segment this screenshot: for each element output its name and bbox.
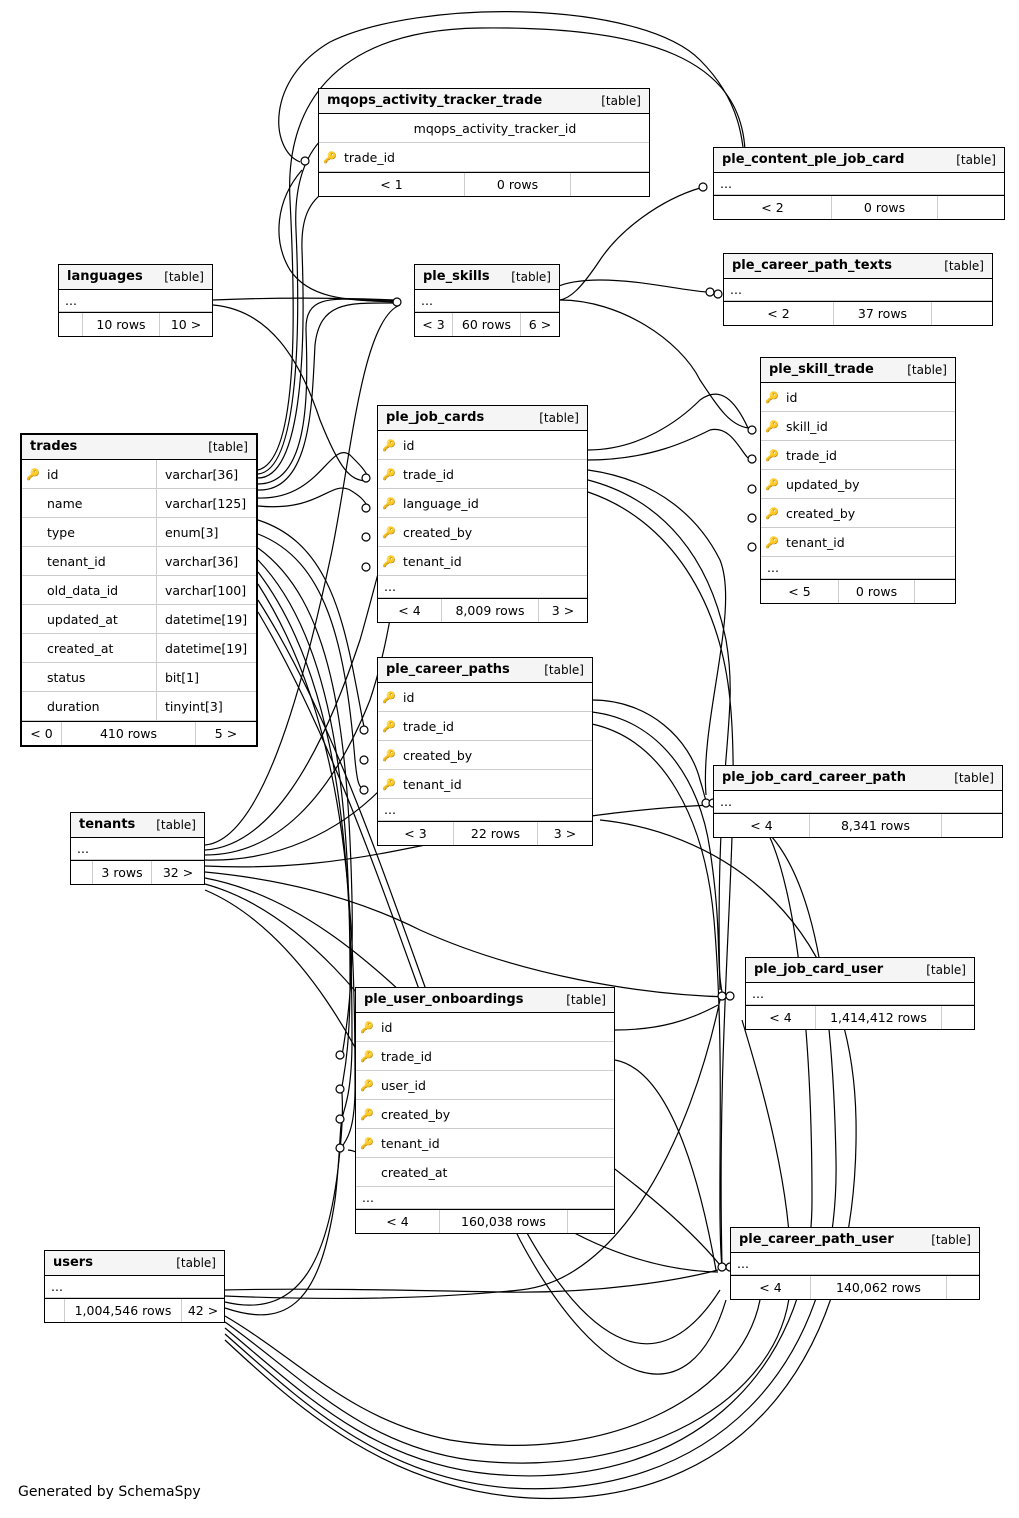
footer-row-count: 37 rows — [834, 302, 932, 325]
column-ellipsis: ... — [714, 173, 1004, 195]
table-title — [714, 766, 1002, 791]
table-node-ple-career-path-user[interactable] — [730, 1227, 980, 1300]
footer-parent-count: < 0 — [22, 722, 62, 745]
table-column-row — [761, 470, 955, 499]
footer-row-count: 410 rows — [62, 722, 196, 745]
column-name: updated_by — [786, 476, 860, 492]
table-node-ple-career-paths[interactable] — [377, 657, 593, 846]
table-title — [415, 265, 559, 290]
table-footer — [71, 860, 204, 884]
column-name: duration — [47, 698, 100, 714]
footer-child-count: 6 > — [528, 317, 552, 332]
footer-child-count: 42 > — [187, 1303, 219, 1318]
table-tag: [table] — [601, 93, 641, 108]
footer-parent-count — [59, 313, 83, 336]
footer-child-count: 3 > — [553, 826, 577, 841]
table-column-row — [319, 114, 649, 143]
table-tag: [table] — [208, 439, 248, 454]
table-column-row — [761, 412, 955, 441]
footer-row-count: 8,009 rows — [442, 599, 539, 622]
table-name: ple_career_path_texts — [732, 258, 892, 273]
table-column-row — [378, 460, 587, 489]
table-tag: [table] — [956, 152, 996, 167]
table-node-ple-user-onboardings[interactable] — [355, 987, 615, 1234]
footer-row-count: 0 rows — [839, 580, 915, 603]
table-node-mqops-activity-tracker-trade[interactable] — [318, 88, 650, 197]
column-ellipsis: ... — [415, 290, 559, 312]
table-column-row — [378, 547, 587, 576]
table-column-row — [761, 528, 955, 557]
table-node-ple-skills[interactable] — [414, 264, 560, 337]
foreign-key-icon: 🔑 — [765, 448, 779, 462]
column-type: varchar[125] — [156, 489, 256, 517]
primary-key-icon: 🔑 — [382, 690, 396, 704]
table-node-ple-content-ple-job-card[interactable] — [713, 147, 1005, 220]
column-name: tenant_id — [786, 534, 845, 550]
column-name: tenant_id — [47, 553, 106, 569]
table-name: ple_career_paths — [386, 662, 510, 677]
table-footer — [22, 721, 256, 745]
foreign-key-icon: 🔑 — [382, 719, 396, 733]
table-node-ple-career-path-texts[interactable] — [723, 253, 993, 326]
footer-child-count — [571, 173, 649, 196]
footer-parent-count: < 5 — [761, 580, 839, 603]
table-column-row — [356, 1129, 614, 1158]
footer-parent-count: < 1 — [319, 173, 465, 196]
column-ellipsis: ... — [356, 1187, 614, 1209]
table-node-trades[interactable] — [20, 433, 258, 747]
foreign-key-icon: 🔑 — [382, 525, 396, 539]
table-name: tenants — [79, 817, 136, 832]
footer-parent-count: < 4 — [714, 814, 810, 837]
table-column-row — [356, 1013, 614, 1042]
footer-child-count — [568, 1210, 614, 1233]
primary-key-icon: 🔑 — [26, 467, 40, 481]
column-name: user_id — [381, 1077, 426, 1093]
column-name: trade_id — [403, 466, 454, 482]
column-ellipsis: ... — [71, 838, 204, 860]
column-name: old_data_id — [47, 582, 119, 598]
table-name: ple_user_onboardings — [364, 992, 524, 1007]
footer-parent-count: < 4 — [746, 1006, 816, 1029]
table-tag: [table] — [566, 992, 606, 1007]
table-title — [319, 89, 649, 114]
column-ellipsis: ... — [731, 1253, 979, 1275]
column-name: id — [403, 437, 415, 453]
table-column-row — [22, 634, 256, 663]
table-footer — [59, 312, 212, 336]
footer-row-count: 60 rows — [453, 313, 521, 336]
table-name: users — [53, 1255, 93, 1270]
foreign-key-icon: 🔑 — [360, 1136, 374, 1150]
footer-parent-count: < 2 — [714, 196, 832, 219]
table-column-row — [22, 692, 256, 721]
foreign-key-icon: 🔑 — [360, 1049, 374, 1063]
table-title — [45, 1251, 224, 1276]
table-name: trades — [30, 439, 78, 454]
footer-row-count: 0 rows — [465, 173, 571, 196]
table-title — [378, 658, 592, 683]
table-tag: [table] — [544, 662, 584, 677]
table-title — [356, 988, 614, 1013]
table-name: mqops_activity_tracker_trade — [327, 93, 543, 108]
table-column-row — [378, 741, 592, 770]
foreign-key-icon: 🔑 — [382, 777, 396, 791]
table-footer — [319, 172, 649, 196]
footer-row-count: 0 rows — [832, 196, 938, 219]
foreign-key-icon: 🔑 — [765, 419, 779, 433]
table-tag: [table] — [164, 269, 204, 284]
foreign-key-icon: 🔑 — [382, 748, 396, 762]
table-column-row — [356, 1100, 614, 1129]
table-footer — [378, 821, 592, 845]
table-node-ple-skill-trade[interactable] — [760, 357, 956, 604]
footer-child-count: 3 > — [551, 603, 575, 618]
footer-parent-count — [71, 861, 93, 884]
column-name: trade_id — [381, 1048, 432, 1064]
table-column-row — [22, 547, 256, 576]
table-title — [724, 254, 992, 279]
column-type: enum[3] — [156, 518, 256, 546]
table-tag: [table] — [511, 269, 551, 284]
table-column-row — [378, 431, 587, 460]
column-name: id — [786, 389, 798, 405]
column-name: id — [47, 466, 59, 482]
table-tag: [table] — [156, 817, 196, 832]
table-column-row — [22, 460, 256, 489]
footer-row-count: 160,038 rows — [440, 1210, 568, 1233]
table-name: ple_job_card_career_path — [722, 770, 906, 785]
table-name: ple_job_cards — [386, 410, 485, 425]
foreign-key-icon: 🔑 — [360, 1107, 374, 1121]
column-type: varchar[100] — [156, 576, 256, 604]
table-tag: [table] — [931, 1232, 971, 1247]
table-tag: [table] — [176, 1255, 216, 1270]
table-column-row — [378, 712, 592, 741]
footer-parent-count: < 3 — [378, 822, 454, 845]
column-name: name — [47, 495, 83, 511]
column-name: id — [403, 689, 415, 705]
table-node-users[interactable] — [44, 1250, 225, 1323]
column-type: bit[1] — [156, 663, 256, 691]
column-ellipsis: ... — [378, 576, 587, 598]
footer-child-count — [942, 814, 1002, 837]
table-node-languages[interactable] — [58, 264, 213, 337]
column-name: tenant_id — [403, 553, 462, 569]
table-title — [746, 958, 974, 983]
footer-parent-count: < 2 — [724, 302, 834, 325]
column-type: datetime[19] — [156, 634, 256, 662]
table-title — [761, 358, 955, 383]
foreign-key-icon: 🔑 — [765, 506, 779, 520]
table-tag: [table] — [944, 258, 984, 273]
footer-parent-count: < 4 — [378, 599, 442, 622]
table-footer — [45, 1298, 224, 1322]
column-type: tinyint[3] — [156, 692, 256, 720]
column-type: varchar[36] — [156, 547, 256, 575]
table-column-row — [22, 489, 256, 518]
table-footer — [746, 1005, 974, 1029]
table-footer — [714, 813, 1002, 837]
footer-parent-count: < 4 — [356, 1210, 440, 1233]
foreign-key-icon: 🔑 — [323, 150, 337, 164]
footer-child-count: 5 > — [214, 726, 238, 741]
column-ellipsis: ... — [714, 791, 1002, 813]
footer-row-count: 1,414,412 rows — [816, 1006, 942, 1029]
table-tag: [table] — [954, 770, 994, 785]
table-title — [378, 406, 587, 431]
column-ellipsis: ... — [59, 290, 212, 312]
footer-parent-count — [45, 1299, 65, 1322]
column-name: skill_id — [786, 418, 828, 434]
table-footer — [761, 579, 955, 603]
column-name: created_at — [47, 640, 114, 656]
column-name: id — [381, 1019, 393, 1035]
foreign-key-icon: 🔑 — [382, 467, 396, 481]
column-name: status — [47, 669, 86, 685]
footer-row-count: 10 rows — [83, 313, 160, 336]
table-node-tenants[interactable] — [70, 812, 205, 885]
column-ellipsis: ... — [378, 799, 592, 821]
column-ellipsis: ... — [761, 557, 955, 579]
footer-child-count: 10 > — [170, 317, 202, 332]
table-name: ple_content_ple_job_card — [722, 152, 905, 167]
column-ellipsis: ... — [746, 983, 974, 1005]
table-column-row — [22, 576, 256, 605]
table-column-row — [22, 518, 256, 547]
primary-key-icon: 🔑 — [382, 438, 396, 452]
table-column-row — [761, 499, 955, 528]
footer-child-count — [915, 580, 955, 603]
column-name: tenant_id — [403, 776, 462, 792]
table-column-row — [761, 441, 955, 470]
table-name: languages — [67, 269, 143, 284]
table-column-row — [378, 518, 587, 547]
table-footer — [378, 598, 587, 622]
table-column-row — [356, 1042, 614, 1071]
table-column-row — [22, 663, 256, 692]
table-name: ple_job_card_user — [754, 962, 884, 977]
table-column-row — [356, 1071, 614, 1100]
footer-child-count — [938, 196, 1004, 219]
column-name: created_by — [786, 505, 856, 521]
column-type: varchar[36] — [156, 460, 256, 488]
footer-row-count: 8,341 rows — [810, 814, 942, 837]
column-name: tenant_id — [381, 1135, 440, 1151]
table-tag: [table] — [907, 362, 947, 377]
table-footer — [724, 301, 992, 325]
column-name: trade_id — [403, 718, 454, 734]
table-title — [71, 813, 204, 838]
footer-child-count — [932, 302, 992, 325]
table-title — [731, 1228, 979, 1253]
column-type: datetime[19] — [156, 605, 256, 633]
footer-child-count — [942, 1006, 974, 1029]
column-name: language_id — [403, 495, 479, 511]
table-tag: [table] — [539, 410, 579, 425]
table-footer — [731, 1275, 979, 1299]
table-node-ple-job-card-career-path[interactable] — [713, 765, 1003, 838]
foreign-key-icon: 🔑 — [765, 535, 779, 549]
footer-row-count: 22 rows — [454, 822, 538, 845]
footer-child-count: 32 > — [162, 865, 194, 880]
footer-row-count: 3 rows — [93, 861, 152, 884]
column-name: type — [47, 524, 75, 540]
column-name: created_by — [403, 747, 473, 763]
foreign-key-icon: 🔑 — [360, 1078, 374, 1092]
generated-by-credit: Generated by SchemaSpy — [18, 1484, 201, 1500]
table-column-row — [761, 383, 955, 412]
footer-parent-count: < 4 — [731, 1276, 811, 1299]
table-title — [714, 148, 1004, 173]
footer-parent-count: < 3 — [415, 313, 453, 336]
column-name: created_by — [403, 524, 473, 540]
table-column-row — [356, 1158, 614, 1187]
table-tag: [table] — [926, 962, 966, 977]
column-name: trade_id — [344, 149, 395, 165]
foreign-key-icon: 🔑 — [382, 496, 396, 510]
footer-row-count: 140,062 rows — [811, 1276, 947, 1299]
table-column-row — [378, 683, 592, 712]
column-ellipsis: ... — [45, 1276, 224, 1298]
column-ellipsis: ... — [724, 279, 992, 301]
column-name: mqops_activity_tracker_id — [413, 120, 577, 136]
footer-row-count: 1,004,546 rows — [65, 1299, 182, 1322]
table-footer — [415, 312, 559, 336]
column-name: created_by — [381, 1106, 451, 1122]
primary-key-icon: 🔑 — [360, 1020, 374, 1034]
foreign-key-icon: 🔑 — [765, 477, 779, 491]
table-footer — [356, 1209, 614, 1233]
table-node-ple-job-cards[interactable] — [377, 405, 588, 623]
table-title — [22, 435, 256, 460]
column-name: trade_id — [786, 447, 837, 463]
table-column-row — [319, 143, 649, 172]
table-name: ple_career_path_user — [739, 1232, 894, 1247]
column-name: created_at — [381, 1164, 448, 1180]
table-name: ple_skills — [423, 269, 490, 284]
table-column-row — [378, 489, 587, 518]
table-footer — [714, 195, 1004, 219]
table-column-row — [22, 605, 256, 634]
table-name: ple_skill_trade — [769, 362, 874, 377]
table-node-ple-job-card-user[interactable] — [745, 957, 975, 1030]
foreign-key-icon: 🔑 — [382, 554, 396, 568]
table-column-row — [378, 770, 592, 799]
table-title — [59, 265, 212, 290]
footer-child-count — [947, 1276, 979, 1299]
column-name: updated_at — [47, 611, 118, 627]
primary-key-icon: 🔑 — [765, 390, 779, 404]
